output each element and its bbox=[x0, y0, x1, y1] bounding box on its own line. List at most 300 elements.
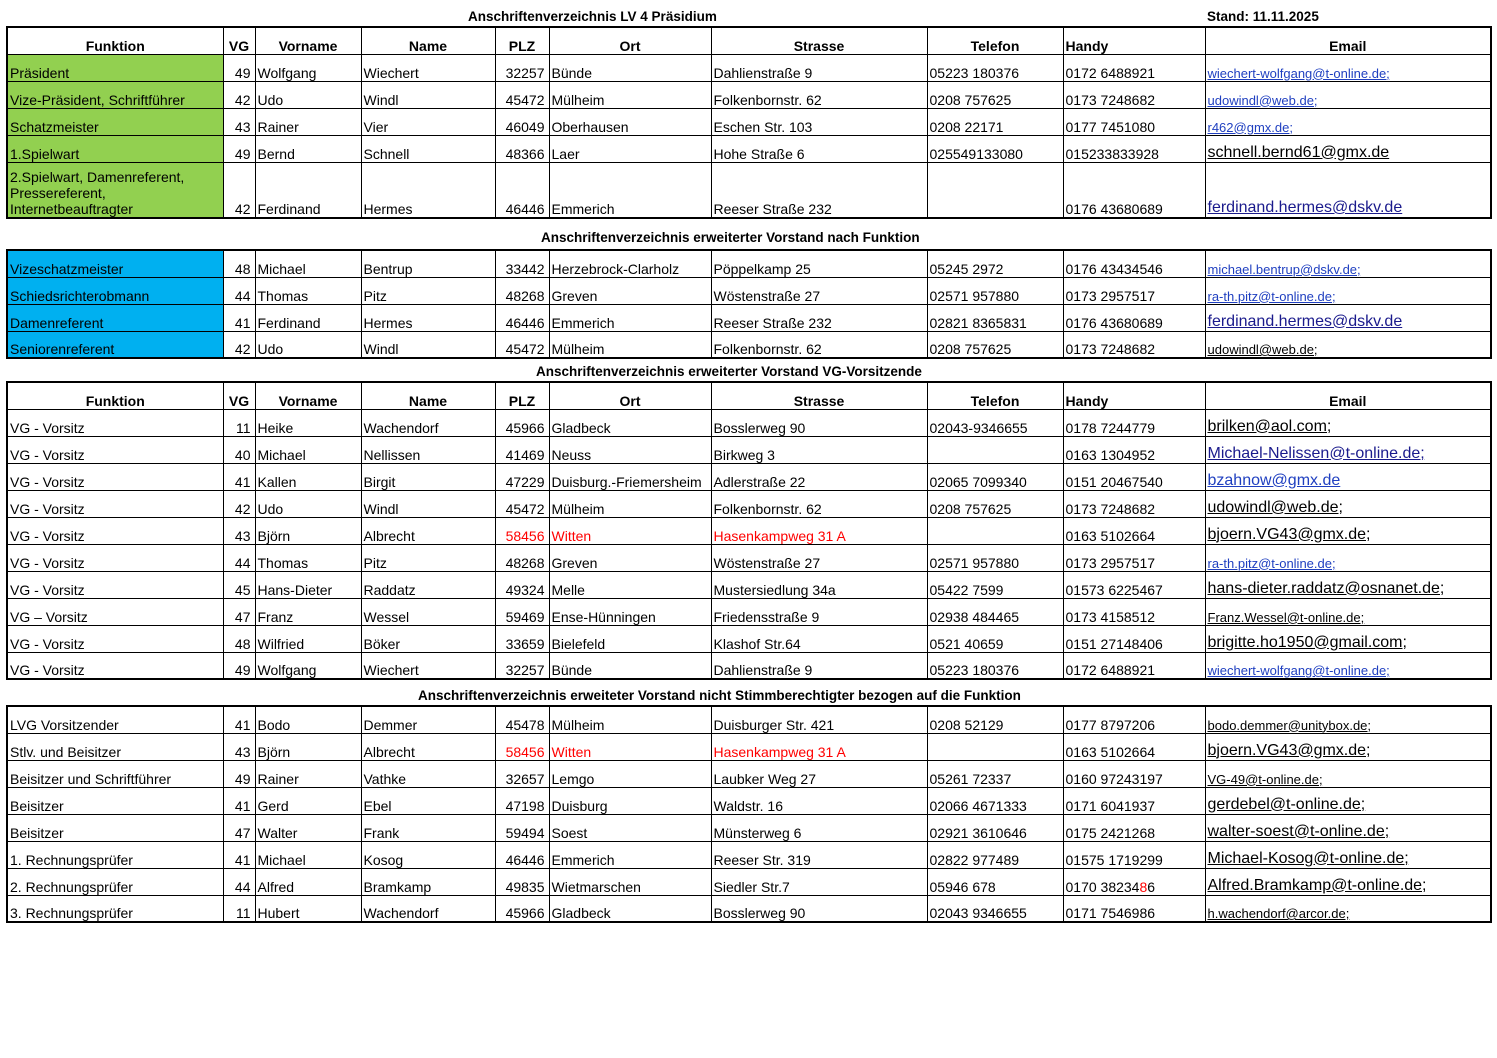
cell-handy: 0173 2957517 bbox=[1063, 277, 1205, 304]
email-link[interactable]: Franz.Wessel@t-online.de; bbox=[1207, 609, 1365, 625]
column-header-vorname: Vorname bbox=[255, 382, 361, 409]
nicht-stimmberechtigte-table bbox=[6, 705, 1492, 923]
column-header-name: Name bbox=[361, 27, 495, 54]
cell-ort: Gladbeck bbox=[549, 409, 711, 436]
cell-vorname: Ferdinand bbox=[255, 304, 361, 331]
table-row bbox=[7, 162, 1491, 218]
cell-email[interactable] bbox=[1205, 814, 1491, 841]
cell-vorname: Heike bbox=[255, 409, 361, 436]
cell-vg: 44 bbox=[223, 277, 255, 304]
cell-ort: Mülheim bbox=[549, 706, 711, 733]
cell-vg: 42 bbox=[223, 162, 255, 218]
cell-ort: Bielefeld bbox=[549, 625, 711, 652]
cell-telefon: 0208 22171 bbox=[927, 108, 1063, 135]
cell-vg: 41 bbox=[223, 787, 255, 814]
email-link[interactable]: wiechert-wolfgang@t-online.de; bbox=[1207, 65, 1390, 81]
cell-ort: Witten bbox=[549, 733, 711, 760]
table-row bbox=[7, 490, 1491, 517]
cell-name: Hermes bbox=[361, 304, 495, 331]
cell-name: Schnell bbox=[361, 135, 495, 162]
cell-funktion: VG - Vorsitz bbox=[7, 436, 223, 463]
cell-strasse: Mustersiedlung 34a bbox=[711, 571, 927, 598]
cell-plz: 32257 bbox=[495, 54, 549, 81]
cell-vorname: Björn bbox=[255, 517, 361, 544]
table-row bbox=[7, 787, 1491, 814]
cell-name: Pitz bbox=[361, 544, 495, 571]
cell-email[interactable] bbox=[1205, 54, 1491, 81]
cell-vorname: Björn bbox=[255, 733, 361, 760]
cell-ort: Oberhausen bbox=[549, 108, 711, 135]
cell-telefon: 05946 678 bbox=[927, 868, 1063, 895]
cell-telefon: 025549133080 bbox=[927, 135, 1063, 162]
cell-strasse: Folkenbornstr. 62 bbox=[711, 81, 927, 108]
cell-vg: 42 bbox=[223, 490, 255, 517]
cell-vorname: Wilfried bbox=[255, 625, 361, 652]
cell-email[interactable] bbox=[1205, 895, 1491, 922]
table-row bbox=[7, 625, 1491, 652]
email-link[interactable]: Alfred.Bramkamp@t-online.de; bbox=[1207, 876, 1427, 894]
cell-plz: 49324 bbox=[495, 571, 549, 598]
email-link[interactable]: ferdinand.hermes@dskv.de bbox=[1207, 312, 1403, 330]
cell-plz: 32657 bbox=[495, 760, 549, 787]
cell-name: Demmer bbox=[361, 706, 495, 733]
cell-email[interactable] bbox=[1205, 463, 1491, 490]
cell-email[interactable] bbox=[1205, 733, 1491, 760]
cell-handy: 0173 4158512 bbox=[1063, 598, 1205, 625]
cell-ort: Emmerich bbox=[549, 162, 711, 218]
cell-telefon: 05422 7599 bbox=[927, 571, 1063, 598]
cell-telefon: 0208 757625 bbox=[927, 490, 1063, 517]
email-link[interactable]: Michael-Kosog@t-online.de; bbox=[1207, 849, 1409, 867]
cell-plz: 32257 bbox=[495, 652, 549, 679]
email-link[interactable]: bjoern.VG43@gmx.de; bbox=[1207, 525, 1371, 543]
cell-email[interactable] bbox=[1205, 517, 1491, 544]
cell-vg: 40 bbox=[223, 436, 255, 463]
cell-email[interactable] bbox=[1205, 409, 1491, 436]
cell-handy: 0173 7248682 bbox=[1063, 490, 1205, 517]
cell-strasse: Münsterweg 6 bbox=[711, 814, 927, 841]
cell-name: Bramkamp bbox=[361, 868, 495, 895]
cell-funktion: VG - Vorsitz bbox=[7, 652, 223, 679]
cell-vorname: Walter bbox=[255, 814, 361, 841]
cell-strasse: Waldstr. 16 bbox=[711, 787, 927, 814]
email-link[interactable]: udowindl@web.de; bbox=[1207, 342, 1318, 357]
cell-telefon: 05223 180376 bbox=[927, 54, 1063, 81]
cell-funktion: VG - Vorsitz bbox=[7, 409, 223, 436]
cell-ort: Emmerich bbox=[549, 304, 711, 331]
cell-strasse: Hohe Straße 6 bbox=[711, 135, 927, 162]
email-link[interactable]: h.wachendorf@arcor.de; bbox=[1207, 906, 1350, 921]
column-header-vg: VG bbox=[223, 382, 255, 409]
cell-vg: 44 bbox=[223, 868, 255, 895]
email-link[interactable]: ra-th.pitz@t-online.de; bbox=[1207, 555, 1336, 571]
table-row bbox=[7, 652, 1491, 679]
cell-handy: 01573 6225467 bbox=[1063, 571, 1205, 598]
cell-telefon: 02043 9346655 bbox=[927, 895, 1063, 922]
cell-name: Frank bbox=[361, 814, 495, 841]
cell-ort: Lemgo bbox=[549, 760, 711, 787]
cell-plz: 58456 bbox=[495, 733, 549, 760]
cell-ort: Gladbeck bbox=[549, 895, 711, 922]
cell-email[interactable] bbox=[1205, 787, 1491, 814]
cell-funktion: VG - Vorsitz bbox=[7, 625, 223, 652]
email-link[interactable]: r462@gmx.de; bbox=[1207, 119, 1293, 135]
email-link[interactable]: bjoern.VG43@gmx.de; bbox=[1207, 741, 1371, 759]
cell-name: Wiechert bbox=[361, 54, 495, 81]
cell-funktion: Schiedsrichterobmann bbox=[7, 277, 223, 304]
column-header-plz: PLZ bbox=[495, 382, 549, 409]
table-row bbox=[7, 277, 1491, 304]
cell-name: Böker bbox=[361, 625, 495, 652]
cell-email[interactable] bbox=[1205, 277, 1491, 304]
cell-ort: Greven bbox=[549, 544, 711, 571]
cell-email[interactable] bbox=[1205, 162, 1491, 218]
cell-ort: Bünde bbox=[549, 54, 711, 81]
cell-telefon: 02571 957880 bbox=[927, 544, 1063, 571]
cell-ort: Wietmarschen bbox=[549, 868, 711, 895]
cell-telefon: 02065 7099340 bbox=[927, 463, 1063, 490]
cell-ort: Herzebrock-Clarholz bbox=[549, 250, 711, 277]
cell-handy: 0163 5102664 bbox=[1063, 517, 1205, 544]
cell-vorname: Udo bbox=[255, 81, 361, 108]
table-row bbox=[7, 250, 1491, 277]
cell-name: Vier bbox=[361, 108, 495, 135]
column-header-vg: VG bbox=[223, 27, 255, 54]
cell-vorname: Hubert bbox=[255, 895, 361, 922]
cell-telefon: 0208 52129 bbox=[927, 706, 1063, 733]
email-link[interactable]: walter-soest@t-online.de; bbox=[1207, 822, 1390, 840]
cell-email[interactable] bbox=[1205, 652, 1491, 679]
cell-strasse: Friedensstraße 9 bbox=[711, 598, 927, 625]
cell-plz: 48268 bbox=[495, 277, 549, 304]
column-header-plz: PLZ bbox=[495, 27, 549, 54]
cell-telefon: 02821 8365831 bbox=[927, 304, 1063, 331]
cell-plz: 46446 bbox=[495, 304, 549, 331]
cell-funktion: Vize-Präsident, Schriftführer bbox=[7, 81, 223, 108]
cell-plz: 59494 bbox=[495, 814, 549, 841]
table-row bbox=[7, 54, 1491, 81]
cell-email[interactable] bbox=[1205, 625, 1491, 652]
cell-email[interactable] bbox=[1205, 490, 1491, 517]
cell-ort: Mülheim bbox=[549, 490, 711, 517]
section2-title: Anschriftenverzeichnis erweiterter Vorstand nach Funktion bbox=[541, 230, 920, 245]
cell-funktion: VG - Vorsitz bbox=[7, 571, 223, 598]
cell-email[interactable] bbox=[1205, 135, 1491, 162]
cell-vorname: Franz bbox=[255, 598, 361, 625]
cell-telefon: 02571 957880 bbox=[927, 277, 1063, 304]
cell-strasse: Reeser Straße 232 bbox=[711, 304, 927, 331]
cell-strasse: Reeser Straße 232 bbox=[711, 162, 927, 218]
cell-vg: 11 bbox=[223, 895, 255, 922]
cell-email[interactable] bbox=[1205, 706, 1491, 733]
email-link[interactable]: wiechert-wolfgang@t-online.de; bbox=[1207, 663, 1390, 678]
cell-telefon: 05261 72337 bbox=[927, 760, 1063, 787]
cell-email[interactable] bbox=[1205, 571, 1491, 598]
cell-vg: 48 bbox=[223, 625, 255, 652]
cell-vorname: Hans-Dieter bbox=[255, 571, 361, 598]
table-row bbox=[7, 463, 1491, 490]
cell-telefon: 02066 4671333 bbox=[927, 787, 1063, 814]
cell-email[interactable] bbox=[1205, 81, 1491, 108]
cell-name: Windl bbox=[361, 490, 495, 517]
cell-plz: 45472 bbox=[495, 490, 549, 517]
cell-email[interactable] bbox=[1205, 544, 1491, 571]
email-link[interactable]: udowindl@web.de; bbox=[1207, 498, 1343, 516]
email-link[interactable]: michael.bentrup@dskv.de; bbox=[1207, 261, 1361, 277]
email-link[interactable]: Michael-Nelissen@t-online.de; bbox=[1207, 444, 1425, 462]
cell-email[interactable] bbox=[1205, 760, 1491, 787]
cell-email[interactable] bbox=[1205, 598, 1491, 625]
cell-name: Kosog bbox=[361, 841, 495, 868]
cell-strasse: Bosslerweg 90 bbox=[711, 409, 927, 436]
cell-handy: 0173 7248682 bbox=[1063, 331, 1205, 358]
cell-funktion: 1.Spielwart bbox=[7, 135, 223, 162]
cell-name: Wessel bbox=[361, 598, 495, 625]
table-row bbox=[7, 706, 1491, 733]
cell-funktion: VG - Vorsitz bbox=[7, 490, 223, 517]
cell-name: Wiechert bbox=[361, 652, 495, 679]
cell-strasse: Wöstenstraße 27 bbox=[711, 544, 927, 571]
cell-strasse: Pöppelkamp 25 bbox=[711, 250, 927, 277]
cell-ort: Soest bbox=[549, 814, 711, 841]
table-row bbox=[7, 517, 1491, 544]
cell-name: Albrecht bbox=[361, 733, 495, 760]
table-row bbox=[7, 598, 1491, 625]
cell-funktion: Vizeschatzmeister bbox=[7, 250, 223, 277]
table-header-row bbox=[7, 382, 1491, 409]
cell-handy: 0175 2421268 bbox=[1063, 814, 1205, 841]
column-header-funktion: Funktion bbox=[7, 27, 223, 54]
cell-handy: 0170 3823486 bbox=[1063, 868, 1205, 895]
cell-plz: 33659 bbox=[495, 625, 549, 652]
email-link[interactable]: bodo.demmer@unitybox.de; bbox=[1207, 717, 1372, 733]
cell-telefon: 02938 484465 bbox=[927, 598, 1063, 625]
table-row bbox=[7, 544, 1491, 571]
email-link[interactable]: ferdinand.hermes@dskv.de bbox=[1207, 199, 1403, 216]
cell-vg: 41 bbox=[223, 304, 255, 331]
cell-handy: 0173 2957517 bbox=[1063, 544, 1205, 571]
cell-ort: Witten bbox=[549, 517, 711, 544]
cell-funktion: LVG Vorsitzender bbox=[7, 706, 223, 733]
cell-name: Wachendorf bbox=[361, 409, 495, 436]
table-row bbox=[7, 841, 1491, 868]
cell-email[interactable] bbox=[1205, 436, 1491, 463]
table-row bbox=[7, 108, 1491, 135]
cell-handy: 0151 27148406 bbox=[1063, 625, 1205, 652]
cell-vg: 11 bbox=[223, 409, 255, 436]
cell-plz: 45472 bbox=[495, 331, 549, 358]
cell-vorname: Wolfgang bbox=[255, 54, 361, 81]
cell-handy: 0176 43680689 bbox=[1063, 304, 1205, 331]
cell-vg: 49 bbox=[223, 54, 255, 81]
email-link[interactable]: VG-49@t-online.de; bbox=[1207, 771, 1323, 787]
document-title: Anschriftenverzeichnis LV 4 Präsidium bbox=[468, 9, 717, 24]
cell-vorname: Michael bbox=[255, 250, 361, 277]
column-header-name: Name bbox=[361, 382, 495, 409]
cell-email[interactable] bbox=[1205, 868, 1491, 895]
cell-name: Ebel bbox=[361, 787, 495, 814]
cell-funktion: 2. Rechnungsprüfer bbox=[7, 868, 223, 895]
table-row bbox=[7, 814, 1491, 841]
table-row bbox=[7, 436, 1491, 463]
cell-strasse: Siedler Str.7 bbox=[711, 868, 927, 895]
cell-telefon bbox=[927, 517, 1063, 544]
cell-ort: Bünde bbox=[549, 652, 711, 679]
cell-funktion: VG - Vorsitz bbox=[7, 463, 223, 490]
cell-vorname: Michael bbox=[255, 841, 361, 868]
table-row bbox=[7, 571, 1491, 598]
cell-plz: 47198 bbox=[495, 787, 549, 814]
cell-handy: 0178 7244779 bbox=[1063, 409, 1205, 436]
cell-funktion: Stlv. und Beisitzer bbox=[7, 733, 223, 760]
cell-vorname: Gerd bbox=[255, 787, 361, 814]
cell-strasse: Eschen Str. 103 bbox=[711, 108, 927, 135]
cell-vorname: Rainer bbox=[255, 108, 361, 135]
cell-vorname: Bernd bbox=[255, 135, 361, 162]
cell-vg: 49 bbox=[223, 652, 255, 679]
cell-plz: 48366 bbox=[495, 135, 549, 162]
cell-handy: 0171 7546986 bbox=[1063, 895, 1205, 922]
cell-vg: 42 bbox=[223, 331, 255, 358]
cell-ort: Melle bbox=[549, 571, 711, 598]
cell-name: Wachendorf bbox=[361, 895, 495, 922]
column-header-email: Email bbox=[1205, 27, 1491, 54]
cell-email[interactable] bbox=[1205, 331, 1491, 358]
cell-telefon: 05245 2972 bbox=[927, 250, 1063, 277]
cell-strasse: Klashof Str.64 bbox=[711, 625, 927, 652]
cell-telefon: 0521 40659 bbox=[927, 625, 1063, 652]
cell-plz: 46446 bbox=[495, 162, 549, 218]
cell-vorname: Udo bbox=[255, 331, 361, 358]
cell-email[interactable] bbox=[1205, 108, 1491, 135]
table-row bbox=[7, 81, 1491, 108]
table-row bbox=[7, 868, 1491, 895]
cell-funktion: VG - Vorsitz bbox=[7, 544, 223, 571]
email-link[interactable]: ra-th.pitz@t-online.de; bbox=[1207, 288, 1336, 304]
cell-ort: Ense-Hünningen bbox=[549, 598, 711, 625]
cell-strasse: Hasenkampweg 31 A bbox=[711, 517, 927, 544]
table-header-row bbox=[7, 27, 1491, 54]
cell-email[interactable] bbox=[1205, 304, 1491, 331]
cell-funktion: Beisitzer bbox=[7, 787, 223, 814]
cell-strasse: Reeser Str. 319 bbox=[711, 841, 927, 868]
cell-vg: 49 bbox=[223, 760, 255, 787]
cell-telefon: 02043-9346655 bbox=[927, 409, 1063, 436]
cell-ort: Mülheim bbox=[549, 81, 711, 108]
cell-email[interactable] bbox=[1205, 841, 1491, 868]
cell-vg: 43 bbox=[223, 733, 255, 760]
cell-strasse: Birkweg 3 bbox=[711, 436, 927, 463]
column-header-telefon: Telefon bbox=[927, 27, 1063, 54]
cell-vorname: Wolfgang bbox=[255, 652, 361, 679]
cell-strasse: Adlerstraße 22 bbox=[711, 463, 927, 490]
cell-telefon: 02921 3610646 bbox=[927, 814, 1063, 841]
cell-handy: 0177 8797206 bbox=[1063, 706, 1205, 733]
table-row bbox=[7, 895, 1491, 922]
cell-vorname: Ferdinand bbox=[255, 162, 361, 218]
cell-plz: 45472 bbox=[495, 81, 549, 108]
column-header-telefon: Telefon bbox=[927, 382, 1063, 409]
cell-plz: 45966 bbox=[495, 409, 549, 436]
email-link[interactable]: brilken@aol.com; bbox=[1207, 417, 1332, 435]
cell-funktion: 1. Rechnungsprüfer bbox=[7, 841, 223, 868]
cell-vorname: Kallen bbox=[255, 463, 361, 490]
cell-handy: 0163 1304952 bbox=[1063, 436, 1205, 463]
cell-vg: 44 bbox=[223, 544, 255, 571]
cell-telefon: 0208 757625 bbox=[927, 81, 1063, 108]
table-row bbox=[7, 409, 1491, 436]
cell-name: Windl bbox=[361, 331, 495, 358]
cell-funktion: Beisitzer bbox=[7, 814, 223, 841]
email-link[interactable]: hans-dieter.raddatz@osnanet.de; bbox=[1207, 579, 1445, 597]
cell-name: Pitz bbox=[361, 277, 495, 304]
cell-handy: 0160 97243197 bbox=[1063, 760, 1205, 787]
cell-plz: 48268 bbox=[495, 544, 549, 571]
cell-vg: 47 bbox=[223, 598, 255, 625]
email-link[interactable]: udowindl@web.de; bbox=[1207, 92, 1318, 108]
cell-vg: 43 bbox=[223, 517, 255, 544]
cell-telefon: 05223 180376 bbox=[927, 652, 1063, 679]
column-header-ort: Ort bbox=[549, 27, 711, 54]
cell-vorname: Thomas bbox=[255, 277, 361, 304]
email-link[interactable]: brigitte.ho1950@gmail.com; bbox=[1207, 633, 1407, 651]
table-row bbox=[7, 331, 1491, 358]
cell-vg: 45 bbox=[223, 571, 255, 598]
cell-handy: 0163 5102664 bbox=[1063, 733, 1205, 760]
cell-telefon bbox=[927, 436, 1063, 463]
cell-handy: 0172 6488921 bbox=[1063, 54, 1205, 81]
email-link[interactable]: gerdebel@t-online.de; bbox=[1207, 795, 1366, 813]
email-link[interactable]: schnell.bernd61@gmx.de bbox=[1207, 143, 1390, 161]
cell-name: Vathke bbox=[361, 760, 495, 787]
cell-plz: 46049 bbox=[495, 108, 549, 135]
column-header-ort: Ort bbox=[549, 382, 711, 409]
cell-ort: Neuss bbox=[549, 436, 711, 463]
column-header-handy: Handy bbox=[1063, 27, 1205, 54]
cell-name: Raddatz bbox=[361, 571, 495, 598]
cell-handy: 01575 1719299 bbox=[1063, 841, 1205, 868]
cell-ort: Mülheim bbox=[549, 331, 711, 358]
cell-handy: 015233833928 bbox=[1063, 135, 1205, 162]
cell-telefon: 02822 977489 bbox=[927, 841, 1063, 868]
cell-email[interactable] bbox=[1205, 250, 1491, 277]
cell-name: Bentrup bbox=[361, 250, 495, 277]
cell-handy: 0176 43434546 bbox=[1063, 250, 1205, 277]
cell-funktion: Präsident bbox=[7, 54, 223, 81]
table-row bbox=[7, 760, 1491, 787]
column-header-handy: Handy bbox=[1063, 382, 1205, 409]
cell-strasse: Wöstenstraße 27 bbox=[711, 277, 927, 304]
cell-plz: 41469 bbox=[495, 436, 549, 463]
table-row bbox=[7, 304, 1491, 331]
cell-handy: 0151 20467540 bbox=[1063, 463, 1205, 490]
cell-handy: 0176 43680689 bbox=[1063, 162, 1205, 218]
cell-plz: 49835 bbox=[495, 868, 549, 895]
cell-plz: 45478 bbox=[495, 706, 549, 733]
cell-vorname: Rainer bbox=[255, 760, 361, 787]
vorstand-funktion-table bbox=[6, 249, 1492, 359]
cell-plz: 45966 bbox=[495, 895, 549, 922]
cell-vg: 41 bbox=[223, 463, 255, 490]
column-header-vorname: Vorname bbox=[255, 27, 361, 54]
cell-vg: 42 bbox=[223, 81, 255, 108]
cell-plz: 46446 bbox=[495, 841, 549, 868]
cell-funktion: 3. Rechnungsprüfer bbox=[7, 895, 223, 922]
column-header-strasse: Strasse bbox=[711, 27, 927, 54]
email-link[interactable]: bzahnow@gmx.de bbox=[1207, 471, 1341, 489]
cell-strasse: Hasenkampweg 31 A bbox=[711, 733, 927, 760]
cell-telefon bbox=[927, 162, 1063, 218]
